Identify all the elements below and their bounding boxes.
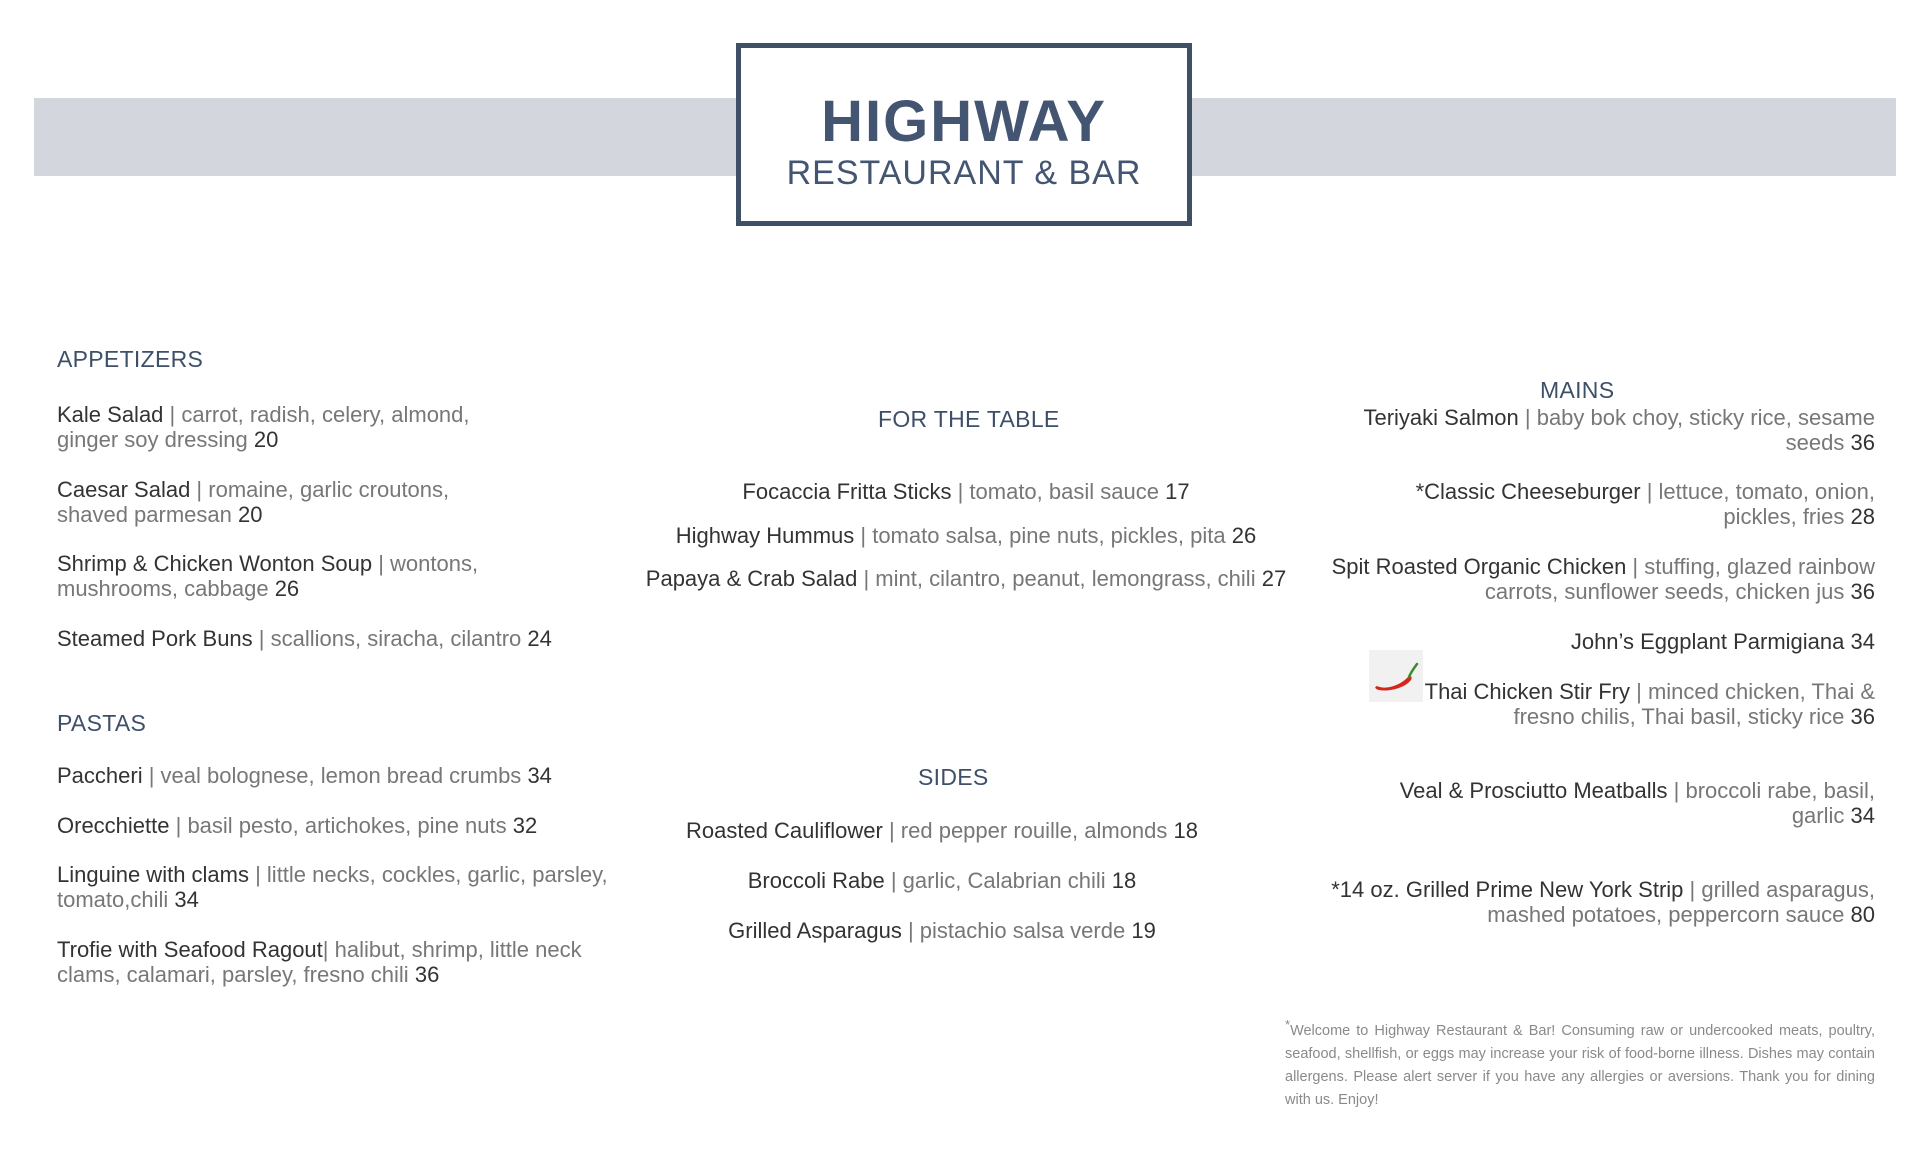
menu-item-pork-buns: Steamed Pork Buns | scallions, siracha, cilantro 24 [57, 626, 552, 651]
mains-heading: MAINS [1540, 377, 1615, 403]
allergy-footnote [1285, 1017, 1875, 1112]
menu-item-linguine: Linguine with clams | little necks, cockles, garlic, parsley, tomato,chili 34 [57, 862, 608, 912]
menu-item-asparagus: Grilled Asparagus | pistachio salsa verde 19 [728, 918, 1156, 943]
footnote-marker: * [1285, 1017, 1291, 1033]
menu-item-kale-salad: Kale Salad | carrot, radish, celery, almond, ginger soy dressing 20 [57, 402, 470, 452]
menu-item-paccheri: Paccheri | veal bolognese, lemon bread crumbs 34 [57, 763, 552, 788]
menu-item-orecchiette: Orecchiette | basil pesto, artichokes, pine nuts 32 [57, 813, 538, 838]
menu-item-hummus: Highway Hummus | tomato salsa, pine nuts, pickles, pita 26 [675, 523, 1257, 548]
chili-pepper-icon [1369, 650, 1423, 702]
menu-item-focaccia: Focaccia Fritta Sticks | tomato, basil sauce 17 [742, 479, 1190, 504]
menu-item-broccoli-rabe: Broccoli Rabe | garlic, Calabrian chili 18 [747, 868, 1137, 893]
menu-item-caesar-salad: Caesar Salad | romaine, garlic croutons, shaved parmesan 20 [57, 477, 450, 527]
pastas-heading: PASTAS [57, 710, 147, 736]
menu-item-cheeseburger: *Classic Cheeseburger | lettuce, tomato, onion, pickles, fries 28 [1415, 479, 1875, 529]
appetizers-heading: APPETIZERS [57, 346, 204, 372]
menu-item-thai-stir-fry: Thai Chicken Stir Fry | minced chicken, Thai & fresno chilis, Thai basil, sticky rice 36 [1424, 679, 1875, 729]
logo-title: HIGHWAY [821, 89, 1107, 154]
footnote-text: Welcome to Highway Restaurant & Bar! Consuming raw or undercooked meats, poultry, seafood, shellfish, or eggs may increase your risk of food-borne illness. Dishes may contain allergens. Please alert server if you have any allergies or aversions. Thank you for dining with us. Enjoy! [1285, 1023, 1875, 1108]
logo-subtitle: RESTAURANT & BAR [786, 154, 1142, 192]
menu-item-meatballs: Veal & Prosciutto Meatballs | broccoli rabe, basil, garlic 34 [1399, 778, 1875, 828]
menu-item-teriyaki-salmon: Teriyaki Salmon | baby bok choy, sticky rice, sesame seeds 36 [1363, 405, 1875, 455]
menu-item-cauliflower: Roasted Cauliflower | red pepper rouille, almonds 18 [685, 818, 1199, 843]
menu-item-trofie: Trofie with Seafood Ragout| halibut, shrimp, little neck clams, calamari, parsley, fresno chili 36 [57, 937, 582, 987]
menu-item-papaya-crab: Papaya & Crab Salad | mint, cilantro, peanut, lemongrass, chili 27 [645, 566, 1287, 591]
menu-item-roasted-chicken: Spit Roasted Organic Chicken | stuffing, glazed rainbow carrots, sunflower seeds, chicken jus 36 [1331, 554, 1875, 604]
logo [736, 43, 1192, 226]
for-the-table-heading: FOR THE TABLE [878, 406, 1060, 432]
menu-item-wonton-soup: Shrimp & Chicken Wonton Soup | wontons, mushrooms, cabbage 26 [57, 551, 479, 601]
sides-heading: SIDES [918, 764, 989, 790]
menu-item-ny-strip: *14 oz. Grilled Prime New York Strip | grilled asparagus, mashed potatoes, peppercorn sauce 80 [1331, 877, 1875, 927]
menu-item-eggplant-parmigiana: John’s Eggplant Parmigiana 34 [1570, 629, 1875, 654]
